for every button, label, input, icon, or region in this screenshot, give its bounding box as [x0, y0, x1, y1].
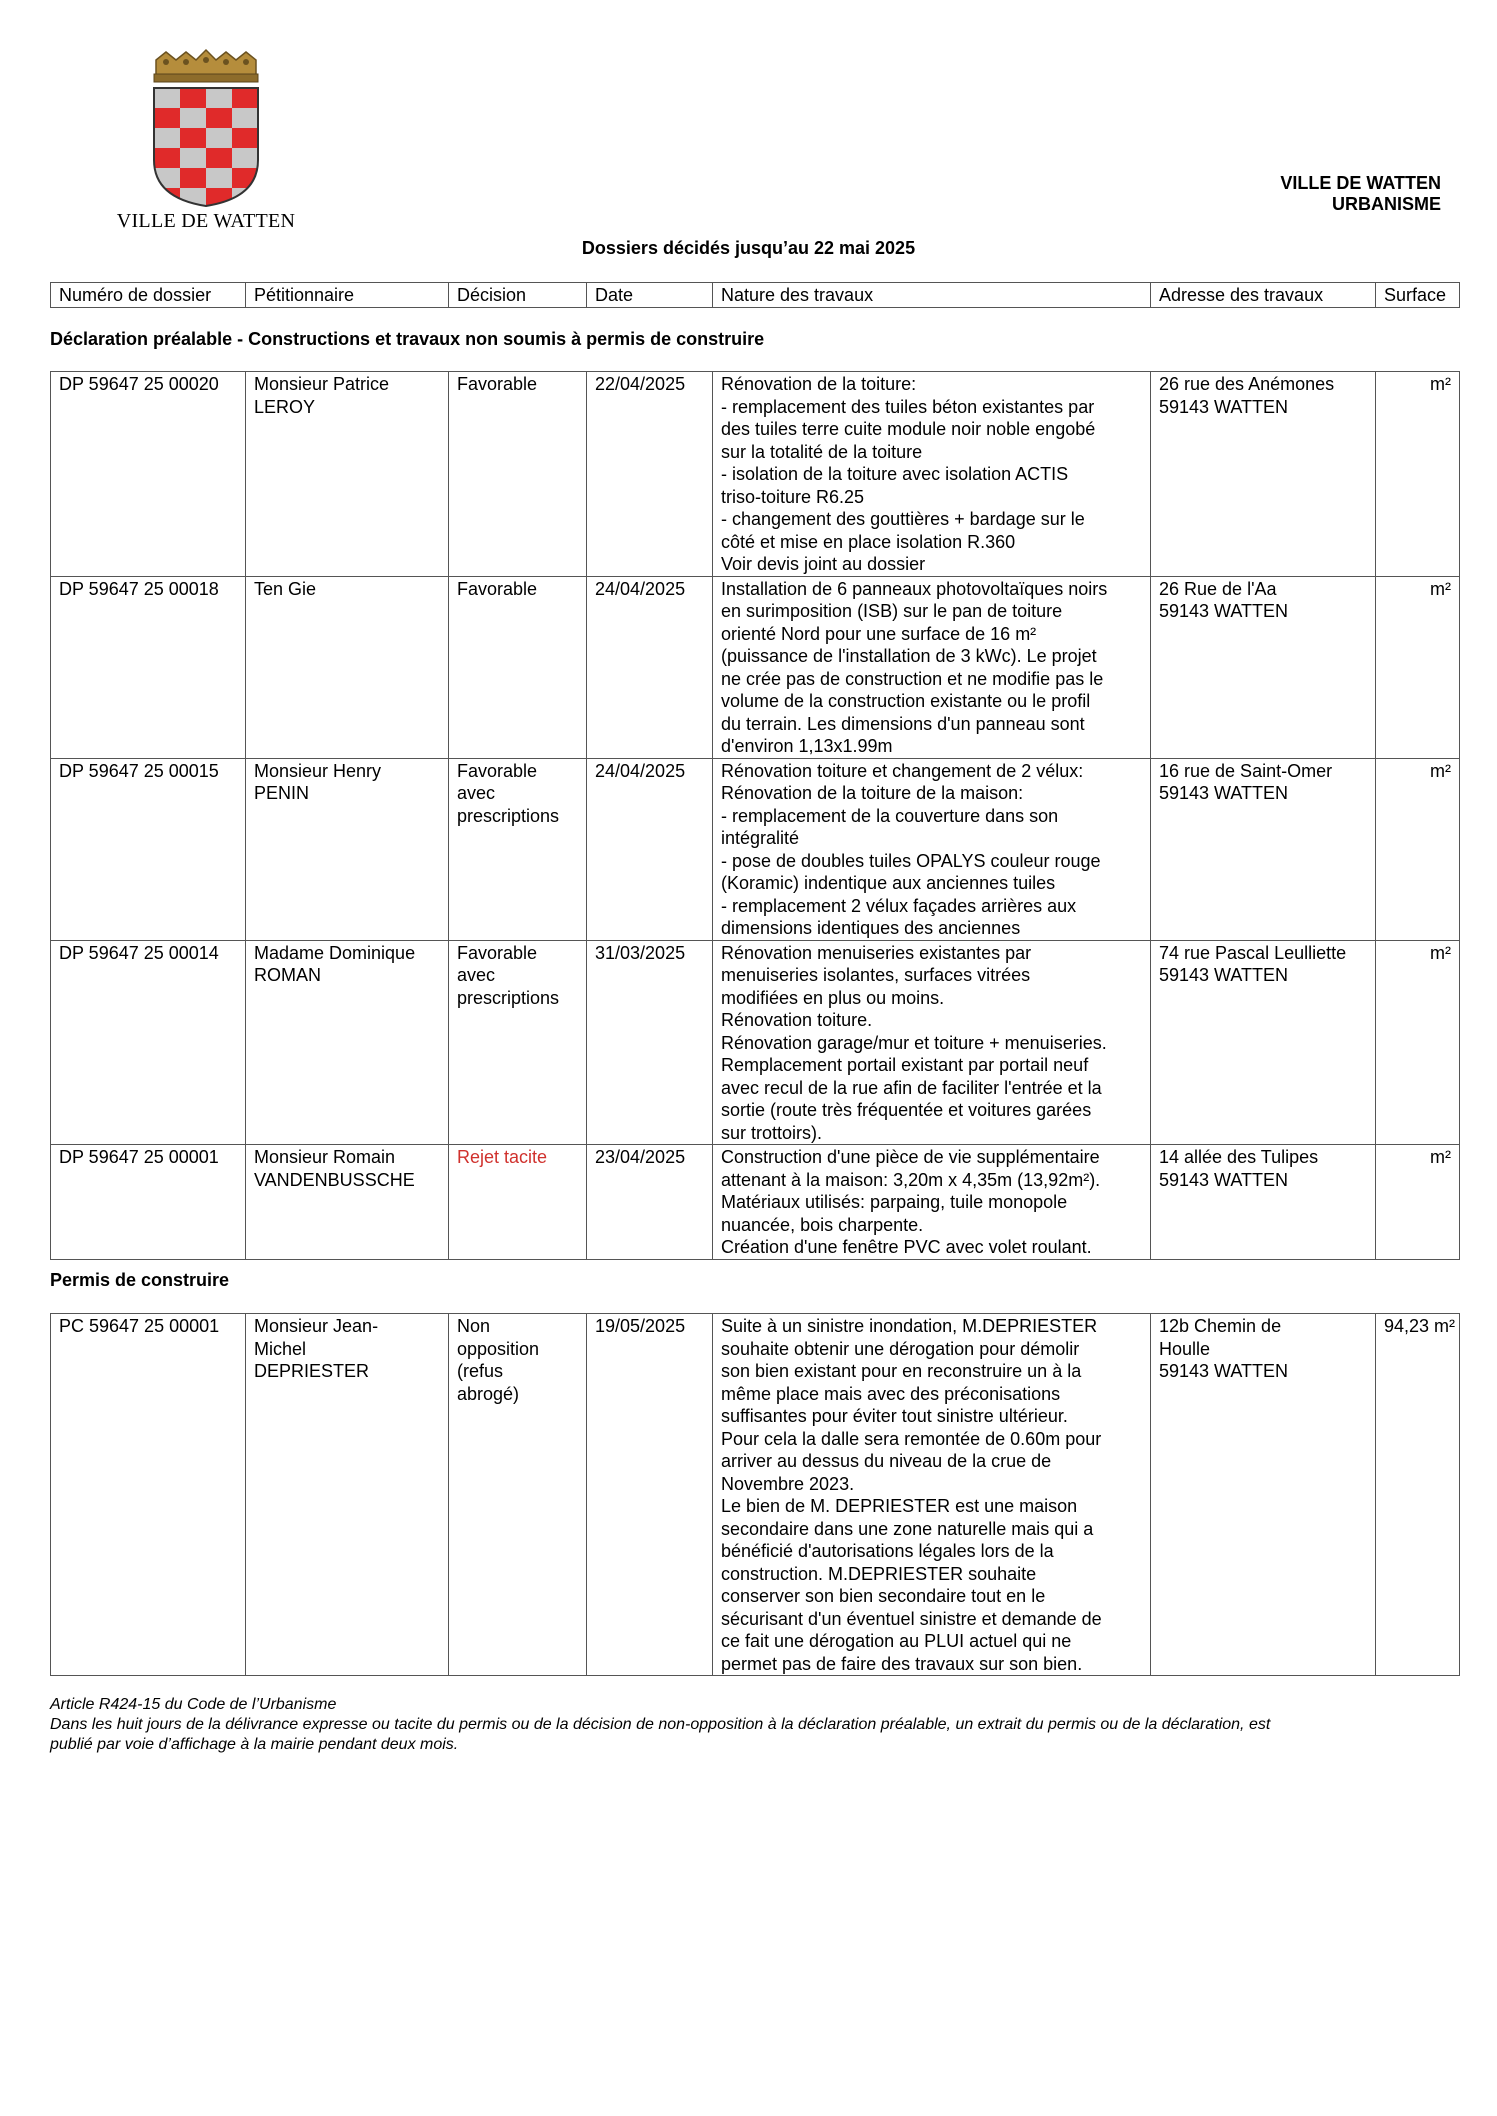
cell-line: (Koramic) indentique aux anciennes tuiles [721, 873, 1056, 893]
coat-of-arms-icon [146, 48, 266, 208]
cell-line: opposition [457, 1338, 540, 1359]
column-header-table [50, 282, 1460, 308]
cell-line: sur trottoirs). [721, 1122, 823, 1143]
pc-table [50, 1313, 1460, 1676]
table-row [51, 372, 1460, 577]
cell-line: Voir devis joint au dossier [721, 554, 926, 574]
cell-line: sécurisant d'un éventuel sinistre et demande de [721, 1608, 1102, 1629]
surface: m² [1376, 940, 1460, 1145]
cell-line: secondaire dans une zone naturelle mais qui a [721, 1518, 1094, 1539]
cell-line: prescriptions [457, 805, 560, 826]
cell-line: orienté Nord pour une surface de 16 m² [721, 623, 1037, 644]
cell-line: sortie (route très fréquentée et voitures garées [721, 1100, 1092, 1120]
footer-text-line: publié par voie d’affichage à la mairie pendant deux mois. [50, 1736, 459, 1753]
adresse-travaux [1151, 1145, 1376, 1260]
header-cell: Nature des travaux [713, 283, 1151, 308]
cell-line: Rénovation toiture et changement de 2 vélux: [721, 760, 1084, 781]
petitionnaire [246, 576, 449, 758]
cell-line: Rénovation de la toiture: [721, 374, 917, 394]
cell-line: avec [457, 965, 496, 985]
surface: m² [1376, 372, 1460, 577]
logo-caption: VILLE DE WATTEN [116, 210, 296, 232]
header-cell: Numéro de dossier [51, 283, 246, 308]
surface: m² [1376, 576, 1460, 758]
org-department: URBANISME [1331, 194, 1441, 214]
cell-line: intégralité [721, 828, 800, 848]
cell-line: Rénovation menuiseries existantes par [721, 942, 1032, 963]
section-title-pc: Permis de construire [50, 1270, 230, 1290]
cell-line: 74 rue Pascal Leulliette [1159, 942, 1347, 963]
section-title-dp: Déclaration préalable - Constructions et travaux non soumis à permis de construire [50, 329, 765, 349]
cell-line: - remplacement de la couverture dans son [721, 805, 1059, 826]
city-logo [106, 48, 306, 238]
table-row [51, 758, 1460, 940]
adresse-travaux [1151, 758, 1376, 940]
cell-line: ROMAN [254, 965, 321, 985]
cell-line: conserver son bien secondaire tout en le [721, 1586, 1046, 1606]
cell-line: 12b Chemin de [1159, 1316, 1282, 1336]
cell-line: 26 rue des Anémones [1159, 374, 1335, 394]
cell-line: sur la totalité de la toiture [721, 441, 923, 462]
decision-date: 23/04/2025 [587, 1145, 713, 1260]
crown-icon [154, 50, 258, 82]
cell-line: avec recul de la rue afin de faciliter l'entrée et la [721, 1077, 1102, 1098]
nature-travaux [713, 758, 1151, 940]
dossier-number: DP 59647 25 00020 [51, 372, 246, 577]
table-header-row [51, 283, 1460, 308]
nature-travaux [713, 940, 1151, 1145]
cell-line: Rénovation toiture. [721, 1010, 873, 1030]
cell-line: permet pas de faire des travaux sur son bien. [721, 1653, 1083, 1674]
surface: m² [1376, 1145, 1460, 1260]
nature-travaux [713, 576, 1151, 758]
cell-line: suffisantes pour éviter tout sinistre ultérieur. [721, 1406, 1068, 1426]
dp-table [50, 371, 1460, 1260]
decision [449, 940, 587, 1145]
cell-line: nuancée, bois charpente. [721, 1214, 924, 1235]
cell-line: (refus [457, 1361, 504, 1381]
petitionnaire [246, 372, 449, 577]
cell-line: construction. M.DEPRIESTER souhaite [721, 1563, 1037, 1584]
cell-line: Michel [254, 1338, 307, 1359]
cell-line: triso-toiture R6.25 [721, 486, 865, 507]
decision [449, 372, 587, 577]
cell-line: Favorable [457, 942, 538, 963]
org-header [1280, 173, 1441, 215]
dossier-number: DP 59647 25 00018 [51, 576, 246, 758]
adresse-travaux [1151, 576, 1376, 758]
cell-line: souhaite obtenir une dérogation pour démolir [721, 1338, 1080, 1359]
cell-line: Rejet tacite [457, 1147, 548, 1167]
header-cell: Adresse des travaux [1151, 283, 1376, 308]
cell-line: Non [457, 1316, 491, 1336]
header-cell: Surface [1376, 283, 1460, 308]
cell-line: côté et mise en place isolation R.360 [721, 531, 1016, 552]
decision [449, 1314, 587, 1676]
petitionnaire [246, 940, 449, 1145]
cell-line: VANDENBUSSCHE [254, 1169, 415, 1190]
footer-article: Article R424-15 du Code de l’Urbanisme [50, 1696, 337, 1713]
petitionnaire [246, 758, 449, 940]
decision [449, 1145, 587, 1260]
decision [449, 576, 587, 758]
header-cell: Décision [449, 283, 587, 308]
dossier-number: DP 59647 25 00015 [51, 758, 246, 940]
cell-line: Ten Gie [254, 578, 317, 599]
decision-date: 31/03/2025 [587, 940, 713, 1145]
cell-line: Pour cela la dalle sera remontée de 0.60m pour [721, 1428, 1102, 1449]
cell-line: volume de la construction existante ou le profil [721, 691, 1091, 711]
cell-line: du terrain. Les dimensions d'un panneau sont [721, 713, 1085, 734]
dossier-number: DP 59647 25 00001 [51, 1145, 246, 1260]
cell-line: PENIN [254, 783, 310, 803]
adresse-travaux [1151, 1314, 1376, 1676]
cell-line: - remplacement des tuiles béton existantes par [721, 396, 1095, 417]
cell-line: 14 allée des Tulipes [1159, 1147, 1319, 1167]
cell-line: attenant à la maison: 3,20m x 4,35m (13,92m²). [721, 1169, 1101, 1190]
cell-line: - changement des gouttières + bardage sur le [721, 509, 1085, 529]
cell-line: - pose de doubles tuiles OPALYS couleur rouge [721, 850, 1101, 871]
table-row [51, 1314, 1460, 1676]
cell-line: DEPRIESTER [254, 1361, 370, 1381]
cell-line: Monsieur Henry [254, 760, 382, 781]
table-row [51, 940, 1460, 1145]
cell-line: dimensions identiques des anciennes [721, 918, 1021, 938]
cell-line: avec [457, 783, 496, 803]
cell-line: - remplacement 2 vélux façades arrières aux [721, 895, 1077, 916]
cell-line: Favorable [457, 760, 538, 781]
cell-line: Madame Dominique [254, 942, 416, 963]
adresse-travaux [1151, 372, 1376, 577]
cell-line: ce fait une dérogation au PLUI actuel qui ne [721, 1631, 1072, 1651]
decision-date: 24/04/2025 [587, 576, 713, 758]
decision-date: 19/05/2025 [587, 1314, 713, 1676]
cell-line: 26 Rue de l'Aa [1159, 578, 1277, 599]
petitionnaire [246, 1145, 449, 1260]
cell-line: Houlle [1159, 1338, 1211, 1359]
cell-line: ne crée pas de construction et ne modifie pas le [721, 668, 1104, 689]
cell-line: 59143 WATTEN [1159, 783, 1289, 803]
cell-line: Suite à un sinistre inondation, M.DEPRIESTER [721, 1316, 1098, 1336]
table-row [51, 1145, 1460, 1260]
cell-line: 59143 WATTEN [1159, 601, 1289, 621]
table-row [51, 576, 1460, 758]
cell-line: Favorable [457, 578, 538, 599]
decision-date: 24/04/2025 [587, 758, 713, 940]
cell-line: Rénovation de la toiture de la maison: [721, 783, 1024, 803]
decision [449, 758, 587, 940]
surface: m² [1376, 758, 1460, 940]
nature-travaux [713, 1314, 1151, 1676]
cell-line: son bien existant pour en reconstruire un à la [721, 1361, 1082, 1381]
cell-line: LEROY [254, 396, 316, 417]
cell-line: Installation de 6 panneaux photovoltaïques noirs [721, 578, 1108, 599]
cell-line: 59143 WATTEN [1159, 965, 1289, 985]
cell-line: prescriptions [457, 987, 560, 1008]
cell-line: Favorable [457, 374, 538, 394]
cell-line: - isolation de la toiture avec isolation ACTIS [721, 464, 1069, 484]
cell-line: arriver au dessus du niveau de la crue de [721, 1451, 1052, 1471]
cell-line: Monsieur Romain [254, 1147, 396, 1167]
cell-line: menuiseries isolantes, surfaces vitrées [721, 965, 1031, 985]
org-name: VILLE DE WATTEN [1280, 173, 1441, 193]
cell-line: Novembre 2023. [721, 1473, 855, 1494]
cell-line: Remplacement portail existant par portail neuf [721, 1055, 1089, 1075]
cell-line: des tuiles terre cuite module noir noble engobé [721, 419, 1096, 439]
cell-line: Monsieur Jean- [254, 1316, 379, 1336]
cell-line: Création d'une fenêtre PVC avec volet roulant. [721, 1237, 1092, 1257]
surface: 94,23 m² [1376, 1314, 1460, 1676]
cell-line: 59143 WATTEN [1159, 1169, 1289, 1190]
header-cell: Date [587, 283, 713, 308]
legal-footer [50, 1695, 1459, 1755]
cell-line: Rénovation garage/mur et toiture + menuiseries. [721, 1032, 1107, 1053]
header-cell: Pétitionnaire [246, 283, 449, 308]
cell-line: abrogé) [457, 1383, 520, 1404]
cell-line: d'environ 1,13x1.99m [721, 736, 893, 756]
dossier-number: PC 59647 25 00001 [51, 1314, 246, 1676]
cell-line: en surimposition (ISB) sur le pan de toiture [721, 601, 1063, 621]
cell-line: Matériaux utilisés: parpaing, tuile monopole [721, 1192, 1068, 1212]
cell-line: Construction d'une pièce de vie supplémentaire [721, 1147, 1100, 1167]
adresse-travaux [1151, 940, 1376, 1145]
cell-line: modifiées en plus ou moins. [721, 987, 945, 1008]
shield-icon [154, 88, 258, 208]
page-title: Dossiers décidés jusqu’au 22 mai 2025 [581, 238, 916, 258]
cell-line: Monsieur Patrice [254, 374, 390, 394]
dossier-number: DP 59647 25 00014 [51, 940, 246, 1145]
petitionnaire [246, 1314, 449, 1676]
cell-line: bénéficié d'autorisations légales lors de la [721, 1541, 1054, 1561]
footer-text-line: Dans les huit jours de la délivrance expresse ou tacite du permis ou de la décision de non-opposition à la déclaration préalable, un extrait du permis ou de la déclaration, est [50, 1716, 1271, 1733]
cell-line: (puissance de l'installation de 3 kWc). Le projet [721, 646, 1097, 666]
cell-line: 59143 WATTEN [1159, 1361, 1289, 1381]
cell-line: même place mais avec des préconisations [721, 1383, 1061, 1404]
nature-travaux [713, 1145, 1151, 1260]
cell-line: 16 rue de Saint-Omer [1159, 760, 1333, 781]
cell-line: 59143 WATTEN [1159, 396, 1289, 417]
nature-travaux [713, 372, 1151, 577]
decision-date: 22/04/2025 [587, 372, 713, 577]
cell-line: Le bien de M. DEPRIESTER est une maison [721, 1496, 1078, 1516]
